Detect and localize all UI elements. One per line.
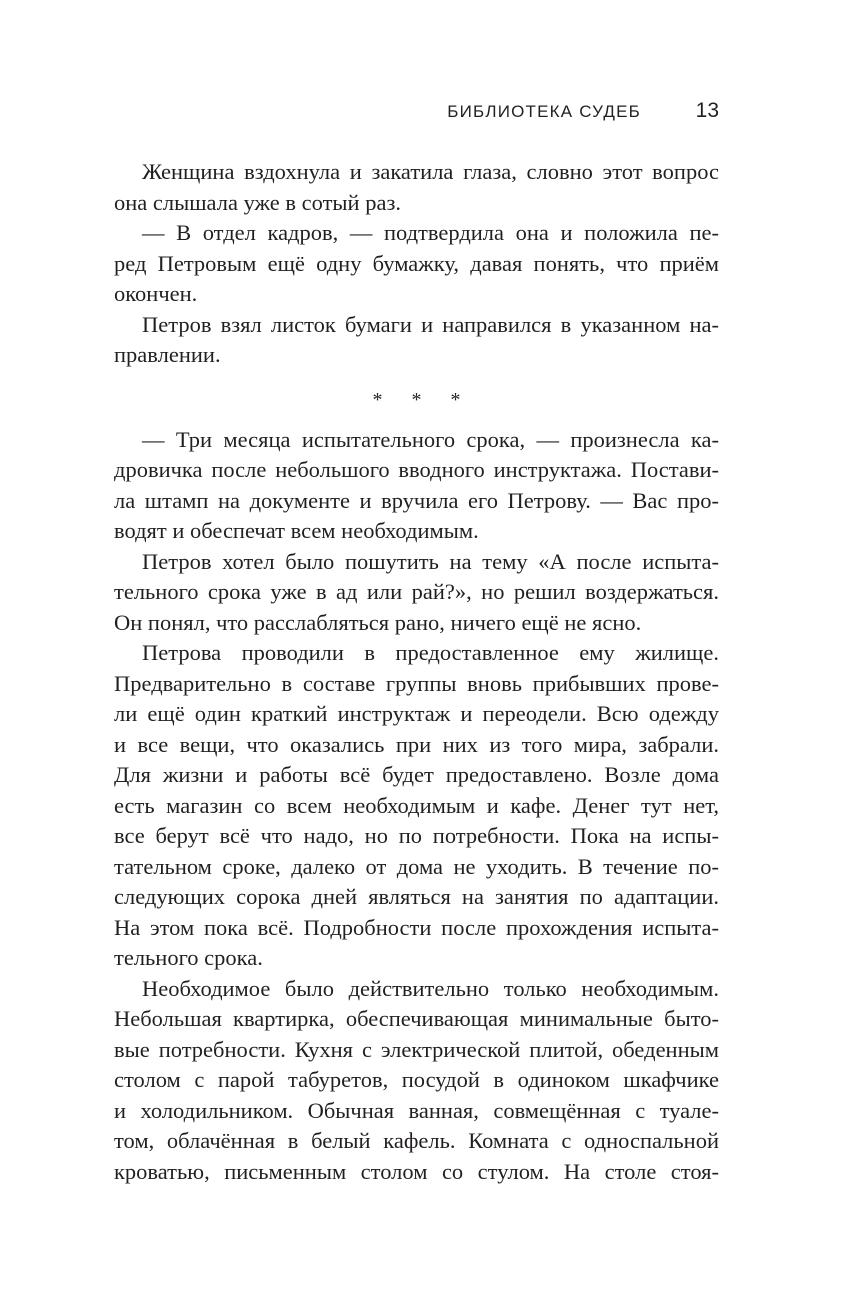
paragraph-1 [114, 157, 719, 218]
text-line: она слышала уже в сотый раз. [114, 189, 401, 215]
text-line: столом с парой табуретов, посудой в одиноком шкафчике [114, 1067, 719, 1092]
text-line: Он понял, что расслабляться рано, ничего ещё не ясно. [114, 609, 642, 635]
main-text [114, 157, 719, 1187]
text-line: Петров хотел было пошутить на тему «А после испыта- [142, 548, 719, 574]
page-number: 13 [695, 99, 719, 122]
text-line: окончен. [114, 281, 198, 306]
text-line: дровичка после небольшого вводного инструктажа. Постави- [114, 457, 719, 482]
text-line: Предварительно в составе группы вновь прибывших прове- [114, 670, 719, 696]
text-line: следующих сорока дней являться на занятия по адаптации. [114, 884, 719, 909]
text-line: кроватью, письменным столом со стулом. На столе стоя- [114, 1158, 719, 1184]
text-line: Петров взял листок бумаги и направился в указанном на- [142, 311, 719, 337]
text-line: Необходимое было действительно только необходимым. [142, 975, 719, 1001]
text-line: — Три месяца испытательного срока, — произнесла ка- [142, 426, 719, 452]
text-line: и холодильником. Обычная ванная, совмещённая с туале- [114, 1097, 719, 1123]
text-line: все берут всё что надо, но по потребности. Пока на испы- [114, 823, 719, 848]
running-title: БИБЛИОТЕКА СУДЕБ [447, 102, 641, 121]
text-line: тельного срока уже в ад или рай?», но решил воздержаться. [114, 579, 719, 604]
text-line: тельного срока. [114, 945, 263, 970]
paragraph-3 [114, 310, 719, 371]
paragraph-7 [114, 974, 719, 1188]
text-line: Для жизни и работы всё будет предоставлено. Возле дома [114, 762, 719, 787]
text-line: тательном сроке, далеко от дома не уходить. В течение по- [114, 853, 719, 879]
paragraph-6 [114, 638, 719, 974]
section-separator: * * * [372, 388, 473, 411]
text-line: есть магазин со всем необходимым и кафе. Денег тут нет, [114, 792, 719, 818]
text-line: Петрова проводили в предоставленное ему жилище. [142, 640, 719, 665]
text-line: ли ещё один краткий инструктаж и переодели. Всю одежду [114, 701, 719, 726]
text-line: — В отдел кадров, — подтвердила она и положила пе- [142, 220, 719, 245]
paragraph-4 [114, 425, 719, 547]
text-line: Небольшая квартирка, обеспечивающая минимальные быто- [114, 1006, 719, 1031]
text-line: правлении. [114, 342, 221, 367]
text-line: водят и обеспечат всем необходимым. [114, 518, 479, 543]
paragraph-2 [114, 218, 719, 310]
text-line: и все вещи, что оказались при них из того мира, забрали. [114, 731, 719, 757]
text-line: том, облачённая в белый кафель. Комната с односпальной [114, 1128, 719, 1153]
text-line: На этом пока всё. Подробности после прохождения испыта- [114, 914, 719, 940]
text-line: вые потребности. Кухня с электрической плитой, обеденным [114, 1036, 719, 1062]
paragraph-5 [114, 547, 719, 639]
running-header [114, 99, 719, 129]
text-line: Женщина вздохнула и закатила глаза, словно этот вопрос [142, 159, 719, 184]
text-line: ла штамп на документе и вручила его Петрову. — Вас про- [114, 487, 719, 513]
text-line: ред Петровым ещё одну бумажку, давая понять, что приём [114, 250, 719, 276]
